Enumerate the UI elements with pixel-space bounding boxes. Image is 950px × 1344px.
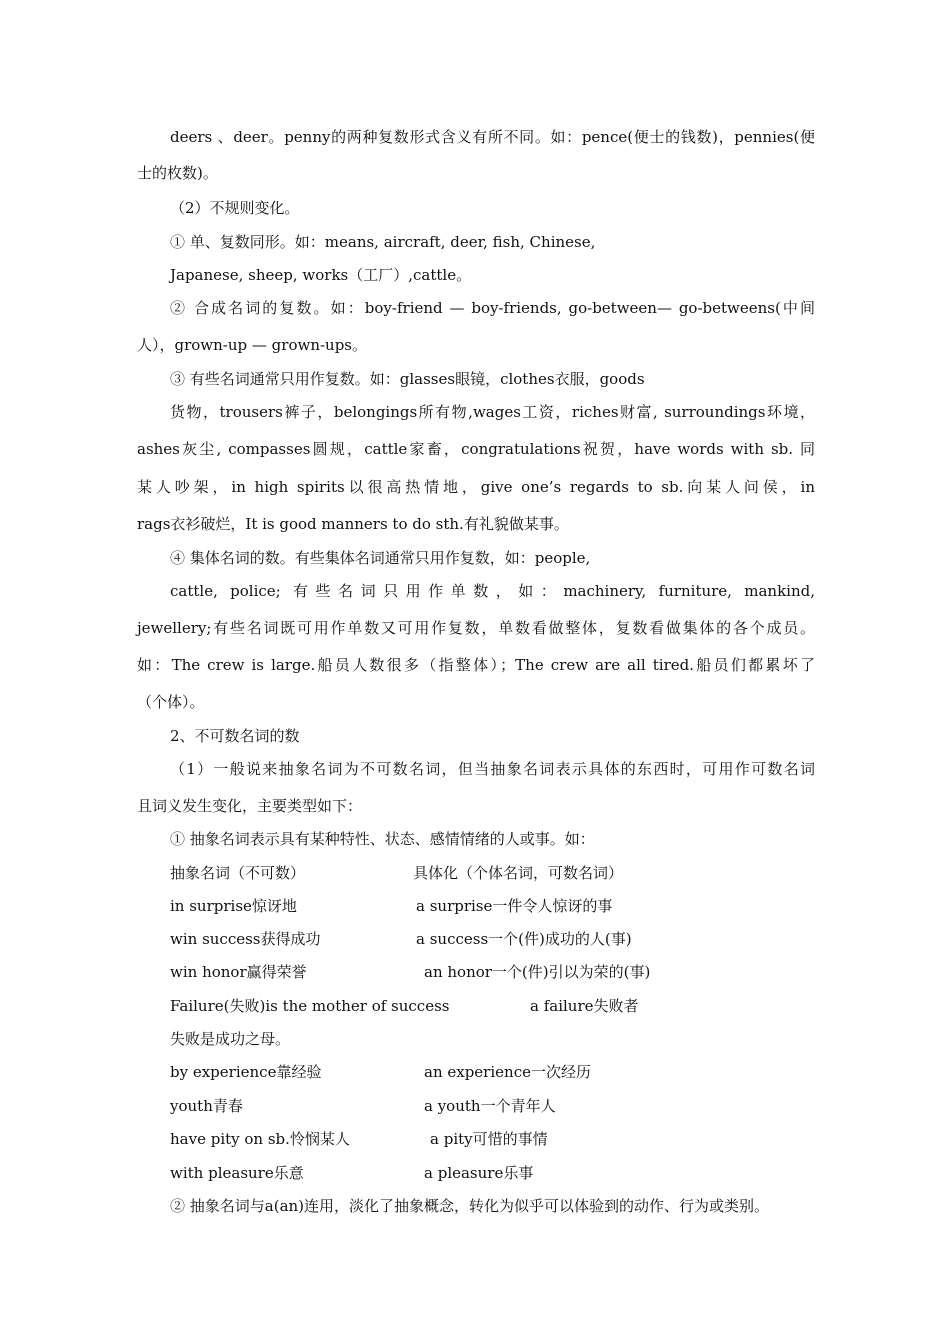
list-item: ① 单、复数同形。如：means, aircraft, deer, fish, Chinese, bbox=[170, 233, 596, 251]
pair-left: win honor赢得荣誉 bbox=[170, 963, 307, 981]
pair-right: a surprise一件令人惊讶的事 bbox=[416, 897, 613, 915]
pair-right: a failure失败者 bbox=[530, 997, 639, 1015]
pair-right: 具体化（个体名词，可数名词） bbox=[413, 864, 624, 882]
pair-right: a success一个(件)成功的人(事) bbox=[416, 930, 632, 948]
list-item: ① 抽象名词表示具有某种特性、状态、感情情绪的人或事。如： bbox=[170, 830, 595, 848]
text-line: 人），grown-up — grown-ups。 bbox=[137, 336, 368, 354]
pair-left: 失败是成功之母。 bbox=[170, 1030, 291, 1048]
text-line: deers 、deer。penny的两种复数形式含义有所不同。如：pence(便士的钱数)，pennies(便 bbox=[170, 128, 815, 146]
pair-left: have pity on sb.怜悯某人 bbox=[170, 1130, 350, 1148]
text-line: ashes灰尘, compasses圆规，cattle家畜，congratulations祝贺，have words with sb. 同 bbox=[137, 440, 815, 458]
text-line: （个体）。 bbox=[137, 693, 205, 711]
pair-left: in surprise惊讶地 bbox=[170, 897, 297, 915]
pair-right: a pity可惜的事情 bbox=[430, 1130, 548, 1148]
text-line: cattle, police; 有些名词只用作单数，如：machinery, furniture, mankind, bbox=[170, 582, 815, 600]
text-line: 货物，trousers裤子，belongings所有物,wages工资，riches财富, surroundings环境， bbox=[170, 403, 815, 421]
pair-left: Failure(失败)is the mother of success bbox=[170, 997, 450, 1015]
text-line: 如：The crew is large.船员人数很多（指整体）；The crew are all tired.船员们都累坏了 bbox=[137, 656, 815, 674]
text-line: （1）一般说来抽象名词为不可数名词，但当抽象名词表示具体的东西时，可用作可数名词 bbox=[170, 760, 815, 778]
text-line: rags衣衫破烂，It is good manners to do sth.有礼貌做某事。 bbox=[137, 515, 569, 533]
text-line: 某人吵架，in high spirits以很高热情地，give one’s regards to sb.向某人问侯，in bbox=[137, 478, 815, 496]
section-heading: （2）不规则变化。 bbox=[170, 199, 300, 217]
pair-left: with pleasure乐意 bbox=[170, 1164, 304, 1182]
pair-right: an experience一次经历 bbox=[424, 1063, 591, 1081]
text-line: Japanese, sheep, works（工厂）,cattle。 bbox=[170, 266, 472, 284]
section-heading: 2、不可数名词的数 bbox=[170, 727, 300, 745]
pair-left: by experience靠经验 bbox=[170, 1063, 322, 1081]
list-item: ③ 有些名词通常只用作复数。如：glasses眼镜，clothes衣服，goods bbox=[170, 370, 645, 388]
list-item: ② 抽象名词与a(an)连用，淡化了抽象概念，转化为似乎可以体验到的动作、行为或类别。 bbox=[170, 1197, 770, 1215]
text-line: jewellery;有些名词既可用作单数又可用作复数，单数看做整体，复数看做集体的各个成员。 bbox=[137, 619, 815, 637]
text-line: 且词义发生变化，主要类型如下： bbox=[137, 797, 363, 815]
pair-left: youth青春 bbox=[170, 1097, 243, 1115]
pair-right: a youth一个青年人 bbox=[424, 1097, 556, 1115]
pair-left: 抽象名词（不可数） bbox=[170, 864, 306, 882]
text-line: 士的枚数)。 bbox=[137, 164, 218, 182]
pair-right: an honor一个(件)引以为荣的(事) bbox=[424, 963, 651, 981]
pair-right: a pleasure乐事 bbox=[424, 1164, 534, 1182]
list-item: ④ 集体名词的数。有些集体名词通常只用作复数，如：people, bbox=[170, 549, 591, 567]
list-item: ② 合成名词的复数。如：boy-friend — boy-friends, go-between— go-betweens(中间 bbox=[170, 299, 815, 317]
pair-left: win success获得成功 bbox=[170, 930, 321, 948]
